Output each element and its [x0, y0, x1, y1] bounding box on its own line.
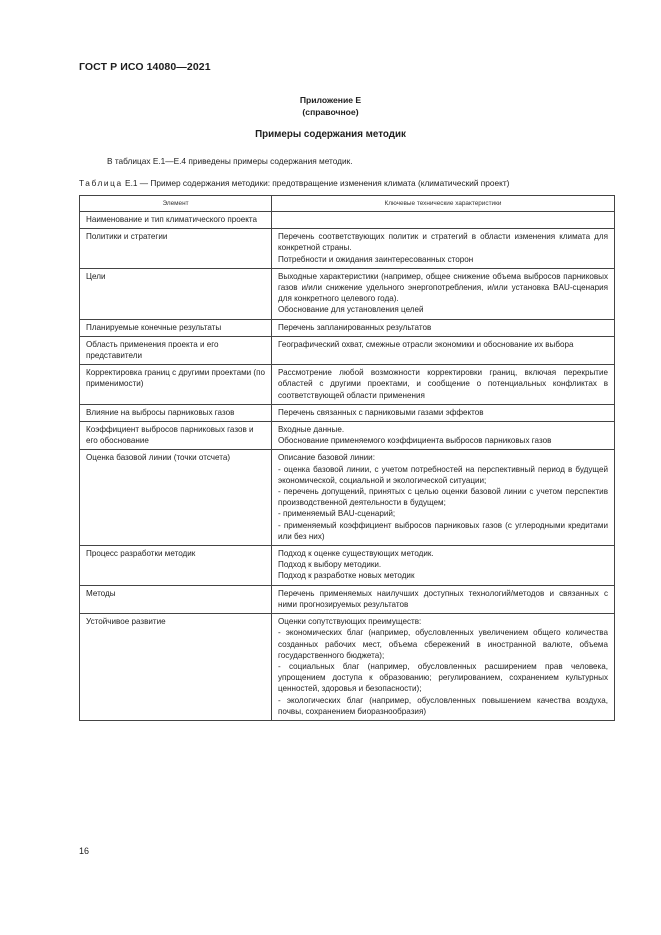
characteristics-line: Рассмотрение любой возможности корректировки границ, включая перекрытие областей с другими проектами, и сообщение о потенциальных конфликтах в соответствующей области применения: [278, 368, 608, 400]
characteristics-line: Перечень связанных с парниковыми газами эффектов: [278, 407, 484, 417]
table-row: [80, 365, 615, 405]
characteristics-line: - экономических благ (например, обусловленных увеличением общего количества созданных рабочих мест, объема сбережений в иностранной валюте, объема государственного бюджета);: [278, 628, 608, 660]
characteristics-line: - перечень допущений, принятых с целью оценки базовой линии с учетом перспектив производственной деятельности в будущем;: [278, 487, 608, 508]
characteristics-line: Перечень запланированных результатов: [278, 322, 432, 332]
element-cell: Процесс разработки методик: [80, 546, 272, 586]
table-row: [80, 450, 615, 546]
table-header-row: [80, 196, 615, 212]
characteristics-cell: [272, 450, 615, 546]
element-cell: Политики и стратегии: [80, 229, 272, 269]
characteristics-cell: [272, 229, 615, 269]
table-row: [80, 585, 615, 613]
element-cell: Методы: [80, 585, 272, 613]
characteristics-cell: [272, 614, 615, 721]
element-cell: Корректировка границ с другими проектами (по применимости): [80, 365, 272, 405]
methodology-table: [79, 195, 615, 721]
characteristics-line: - оценка базовой линии, с учетом потребностей на перспективный период в будущей экономической, социальной и экологической ситуации;: [278, 464, 608, 485]
element-cell: Планируемые конечные результаты: [80, 319, 272, 336]
table-row: [80, 546, 615, 586]
characteristics-line: Подход к оценке существующих методик.: [278, 549, 434, 559]
table-row: [80, 422, 615, 450]
table-body: [80, 212, 615, 721]
characteristics-line: - применяемый коэффициент выбросов парниковых газов (с углеродными кредитами или без них): [278, 520, 608, 541]
element-cell: Наименование и тип климатического проекта: [80, 212, 272, 229]
table-row: [80, 212, 615, 229]
characteristics-cell: [272, 422, 615, 450]
section-title: Примеры содержания методик: [255, 129, 406, 140]
characteristics-cell: [272, 319, 615, 336]
column-header-element: Элемент: [80, 196, 272, 212]
column-header-characteristics: Ключевые технические характеристики: [272, 196, 615, 212]
table-row: [80, 229, 615, 269]
characteristics-line: Обоснование применяемого коэффициента выбросов парниковых газов: [278, 436, 552, 446]
characteristics-line: Входные данные.: [278, 425, 345, 435]
page-number: 16: [79, 846, 90, 856]
intro-paragraph: В таблицах Е.1—Е.4 приведены примеры содержания методик.: [107, 156, 353, 166]
characteristics-line: Подход к разработке новых методик: [278, 571, 415, 581]
table-row: [80, 336, 615, 364]
element-cell: Коэффициент выбросов парниковых газов и его обоснование: [80, 422, 272, 450]
characteristics-line: Описание базовой линии:: [278, 453, 375, 463]
annex-title: Приложение Е: [299, 95, 362, 105]
table-row: [80, 319, 615, 336]
characteristics-cell: [272, 268, 615, 319]
characteristics-line: Выходные характеристики (например, общее снижение объема выбросов парниковых газов и/или снижение удельного энергопотребления, и/или установка BAU-сценария для конкретного целевого года).: [278, 271, 608, 304]
table-row: [80, 614, 615, 721]
characteristics-cell: [272, 404, 615, 421]
table-row: [80, 404, 615, 421]
characteristics-cell: [272, 336, 615, 364]
characteristics-cell: [272, 212, 615, 229]
table-caption-label: Таблица: [79, 178, 123, 188]
element-cell: Область применения проекта и его представители: [80, 336, 272, 364]
element-cell: Устойчивое развитие: [80, 614, 272, 721]
annex-type: (справочное): [302, 106, 359, 117]
element-cell: Цели: [80, 268, 272, 319]
table-caption-text: Е.1 — Пример содержания методики: предотвращение изменения климата (климатический проект): [125, 178, 510, 188]
characteristics-line: Перечень соответствующих политик и стратегий в области изменения климата для конкретной страны.: [278, 232, 608, 253]
characteristics-line: - социальных благ (например, обусловленных расширением прав человека, упрощением доступа к образованию; регулированием, сохранением культурных ценностей, здоровья и безопасности);: [278, 661, 608, 694]
element-cell: Влияние на выбросы парниковых газов: [80, 404, 272, 421]
characteristics-line: - применяемый BAU-сценарий;: [278, 509, 396, 519]
characteristics-cell: [272, 546, 615, 586]
table-caption: [79, 178, 509, 188]
characteristics-line: Географический охват, смежные отрасли экономики и обоснование их выбора: [278, 339, 574, 349]
document-header: ГОСТ Р ИСО 14080—2021: [79, 61, 211, 73]
characteristics-line: Оценки сопутствующих преимуществ:: [278, 617, 422, 627]
characteristics-line: Потребности и ожидания заинтересованных сторон: [278, 254, 474, 264]
characteristics-cell: [272, 585, 615, 613]
characteristics-line: Перечень применяемых наилучших доступных технологий/методов и связанных с ними прогнозируемых результатов: [278, 588, 608, 609]
characteristics-line: Подход к выбору методики.: [278, 560, 382, 570]
characteristics-line: - экологических благ (например, обусловленных повышением качества воздуха, почвы, сохранением биоразнообразия): [278, 695, 608, 716]
characteristics-line: Обоснование для установления целей: [278, 305, 424, 315]
annex-heading: [0, 95, 661, 118]
table-row: [80, 268, 615, 319]
element-cell: Оценка базовой линии (точки отсчета): [80, 450, 272, 546]
characteristics-cell: [272, 365, 615, 405]
